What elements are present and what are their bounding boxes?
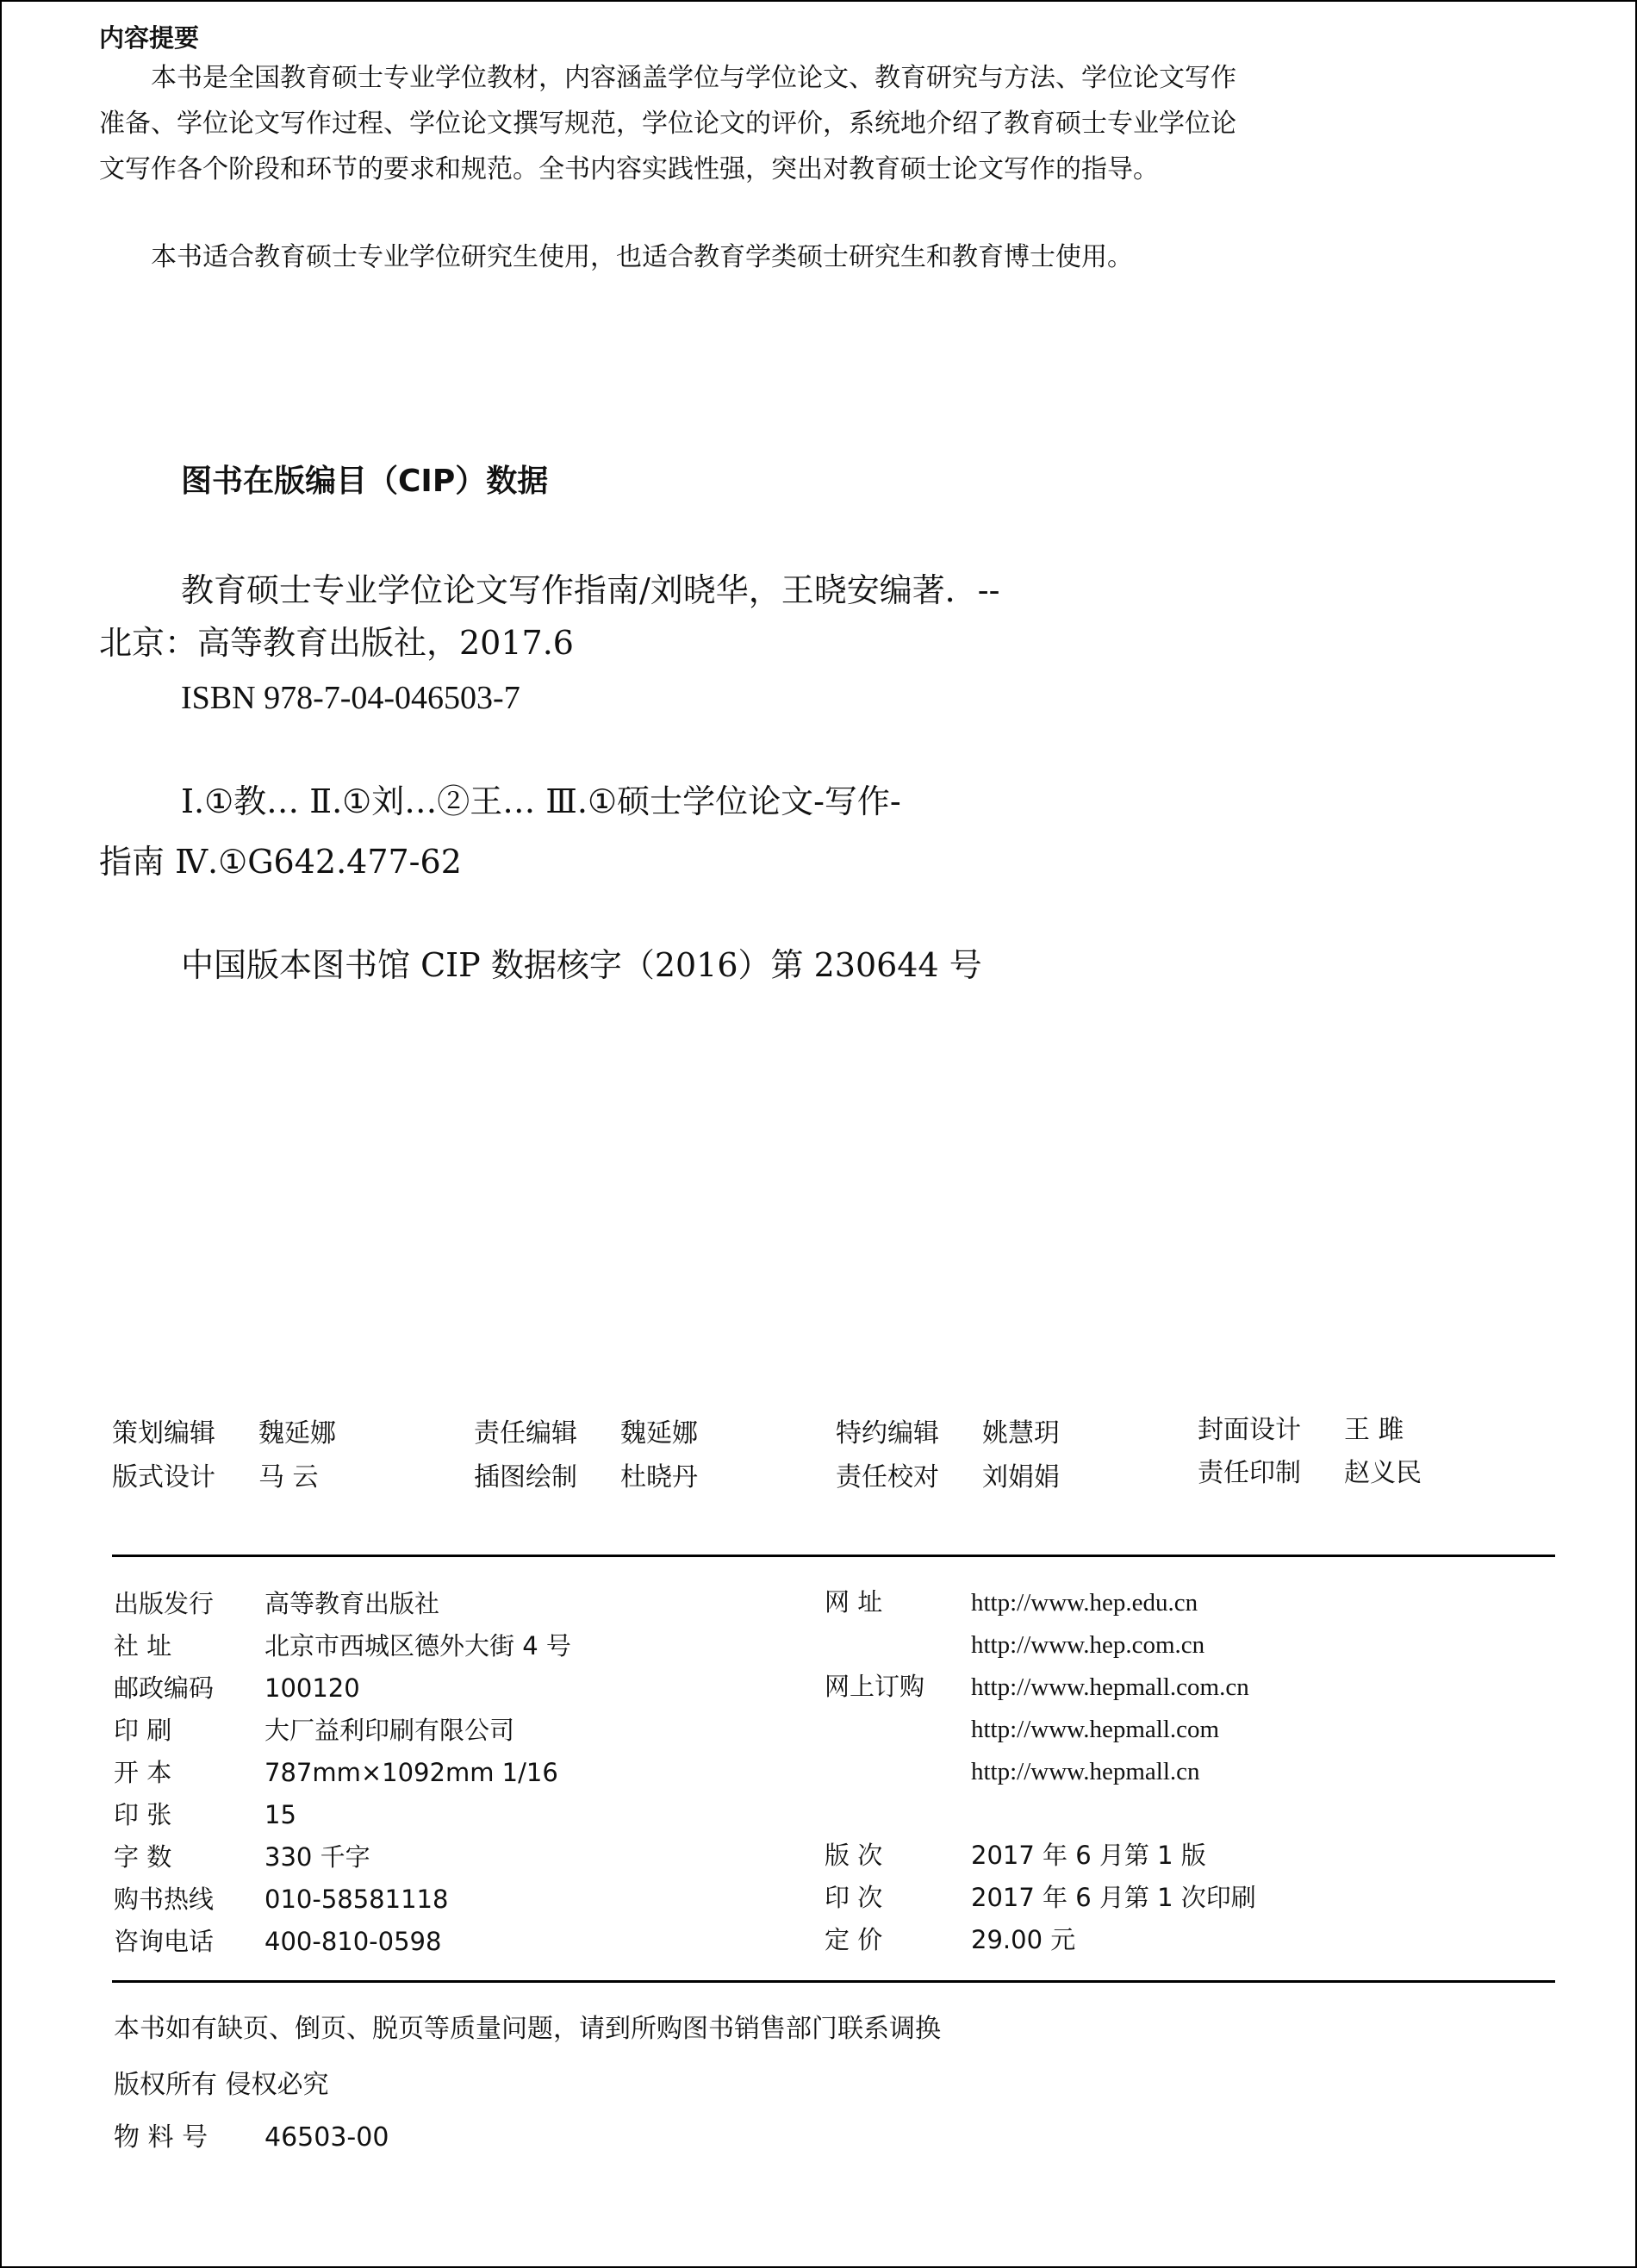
printing-row xyxy=(825,1880,1256,1915)
website-link[interactable]: http://www.hep.edu.cn xyxy=(971,1589,1198,1617)
info-label: 字 数 xyxy=(114,1842,172,1872)
online-order-link[interactable]: http://www.hepmall.com.cn xyxy=(971,1673,1249,1701)
online-order-label: 网上订购 xyxy=(825,1672,925,1701)
material-number: 46503-00 xyxy=(265,2122,389,2153)
editor-item xyxy=(836,1417,1060,1451)
price-value: 29.00 元 xyxy=(971,1925,1076,1954)
info-value: 100120 xyxy=(265,1673,360,1703)
editor-name: 杜晓丹 xyxy=(620,1462,698,1492)
info-row xyxy=(114,1924,441,1959)
info-label: 印 刷 xyxy=(114,1716,172,1745)
editor-name: 赵义民 xyxy=(1344,1458,1422,1488)
editor-role: 责任编辑 xyxy=(474,1418,577,1449)
online-order-row xyxy=(825,1669,1249,1704)
info-label: 购书热线 xyxy=(114,1885,215,1914)
info-label: 出版发行 xyxy=(114,1589,215,1618)
cip-book-line-1: 教育硕士专业学位论文写作指南/刘晓华，王晓安编著．-- xyxy=(181,571,1000,609)
info-row xyxy=(114,1840,370,1874)
info-label: 社 址 xyxy=(114,1631,172,1660)
editor-item xyxy=(474,1461,698,1495)
online-order-link[interactable]: http://www.hepmall.cn xyxy=(971,1758,1200,1785)
info-label: 咨询电话 xyxy=(114,1927,215,1956)
price-label: 定 价 xyxy=(825,1925,883,1954)
printing-label: 印 次 xyxy=(825,1883,883,1912)
editor-item xyxy=(1198,1413,1404,1448)
info-row xyxy=(114,1713,514,1748)
info-row xyxy=(114,1629,571,1663)
editor-name: 刘娟娟 xyxy=(982,1462,1060,1492)
quality-notice: 本书如有缺页、倒页、脱页等质量问题，请到所购图书销售部门联系调换 xyxy=(114,2014,941,2044)
info-row xyxy=(114,1798,296,1832)
website-link[interactable]: http://www.hep.com.cn xyxy=(971,1631,1205,1659)
price-row xyxy=(825,1922,1075,1957)
editor-name: 马 云 xyxy=(258,1462,319,1492)
material-number-row xyxy=(114,2121,389,2155)
info-label: 开 本 xyxy=(114,1758,172,1787)
editor-item xyxy=(836,1461,1060,1495)
info-value: 15 xyxy=(265,1800,296,1829)
editor-role: 特约编辑 xyxy=(836,1418,939,1449)
editor-item xyxy=(112,1417,336,1451)
summary-heading: 内容提要 xyxy=(99,23,200,53)
info-row xyxy=(114,1755,558,1790)
cip-class-line-2: 指南 Ⅳ.①G642.477-62 xyxy=(99,843,462,881)
editor-name: 魏延娜 xyxy=(620,1418,698,1449)
info-label: 印 张 xyxy=(114,1800,172,1829)
editor-role: 责任印制 xyxy=(1198,1458,1301,1488)
info-value: 400-810-0598 xyxy=(265,1927,442,1956)
cip-isbn: ISBN 978-7-04-046503-7 xyxy=(181,680,520,716)
info-row xyxy=(114,1586,439,1621)
editor-role: 版式设计 xyxy=(112,1462,215,1492)
edition-label: 版 次 xyxy=(825,1841,883,1870)
cip-class-line-1: Ⅰ.①教… Ⅱ.①刘…②王… Ⅲ.①硕士学位论文-写作- xyxy=(181,782,901,820)
cip-book-line-2: 北京：高等教育出版社，2017.6 xyxy=(99,624,574,662)
editor-role: 策划编辑 xyxy=(112,1418,215,1449)
editor-role: 插图绘制 xyxy=(474,1462,577,1492)
info-row xyxy=(114,1671,360,1705)
edition-value: 2017 年 6 月第 1 版 xyxy=(971,1841,1206,1870)
info-value: 高等教育出版社 xyxy=(265,1589,440,1618)
editor-item xyxy=(112,1461,319,1495)
divider-bottom xyxy=(112,1980,1555,1983)
edition-row xyxy=(825,1838,1206,1872)
online-order-link[interactable]: http://www.hepmall.com xyxy=(971,1716,1220,1743)
online-order-row xyxy=(825,1711,1219,1747)
cip-verification: 中国版本图书馆 CIP 数据核字（2016）第 230644 号 xyxy=(181,946,982,984)
info-row xyxy=(114,1882,448,1916)
printing-value: 2017 年 6 月第 1 次印刷 xyxy=(971,1883,1256,1912)
editor-role: 封面设计 xyxy=(1198,1415,1301,1445)
online-order-row xyxy=(825,1754,1200,1789)
info-value: 大厂益利印刷有限公司 xyxy=(265,1716,515,1745)
website-row xyxy=(825,1627,1204,1662)
info-value: 010-58581118 xyxy=(265,1885,449,1914)
info-value: 787mm×1092mm 1/16 xyxy=(265,1758,558,1787)
cip-title: 图书在版编目（CIP）数据 xyxy=(181,464,549,499)
divider-top xyxy=(112,1555,1555,1557)
website-label: 网 址 xyxy=(825,1587,883,1617)
copyright-notice: 版权所有 侵权必究 xyxy=(114,2070,329,2100)
editor-role: 责任校对 xyxy=(836,1462,939,1492)
info-value: 北京市西城区德外大街 4 号 xyxy=(265,1631,571,1660)
info-label: 邮政编码 xyxy=(114,1673,215,1703)
summary-paragraph-2: 本书适合教育硕士专业学位研究生使用，也适合教育学类硕士研究生和教育博士使用。 xyxy=(151,242,1133,272)
summary-paragraph-1: 本书是全国教育硕士专业学位教材，内容涵盖学位与学位论文、教育研究与方法、学位论文写作准备、学位论文写作过程、学位论文撰写规范，学位论文的评价，系统地介绍了教育硕士专业学位论文写作各个阶段和环节的要求和规范。全书内容实践性强，突出对教育硕士论文写作的指导。 xyxy=(99,63,1236,184)
editor-item xyxy=(1198,1456,1422,1491)
info-value: 330 千字 xyxy=(265,1842,370,1872)
editor-name: 魏延娜 xyxy=(258,1418,336,1449)
editor-name: 姚慧玥 xyxy=(982,1418,1060,1449)
editor-name: 王 雎 xyxy=(1344,1415,1404,1445)
website-row xyxy=(825,1585,1198,1620)
editor-item xyxy=(474,1417,698,1451)
material-label: 物 料 号 xyxy=(114,2122,209,2153)
